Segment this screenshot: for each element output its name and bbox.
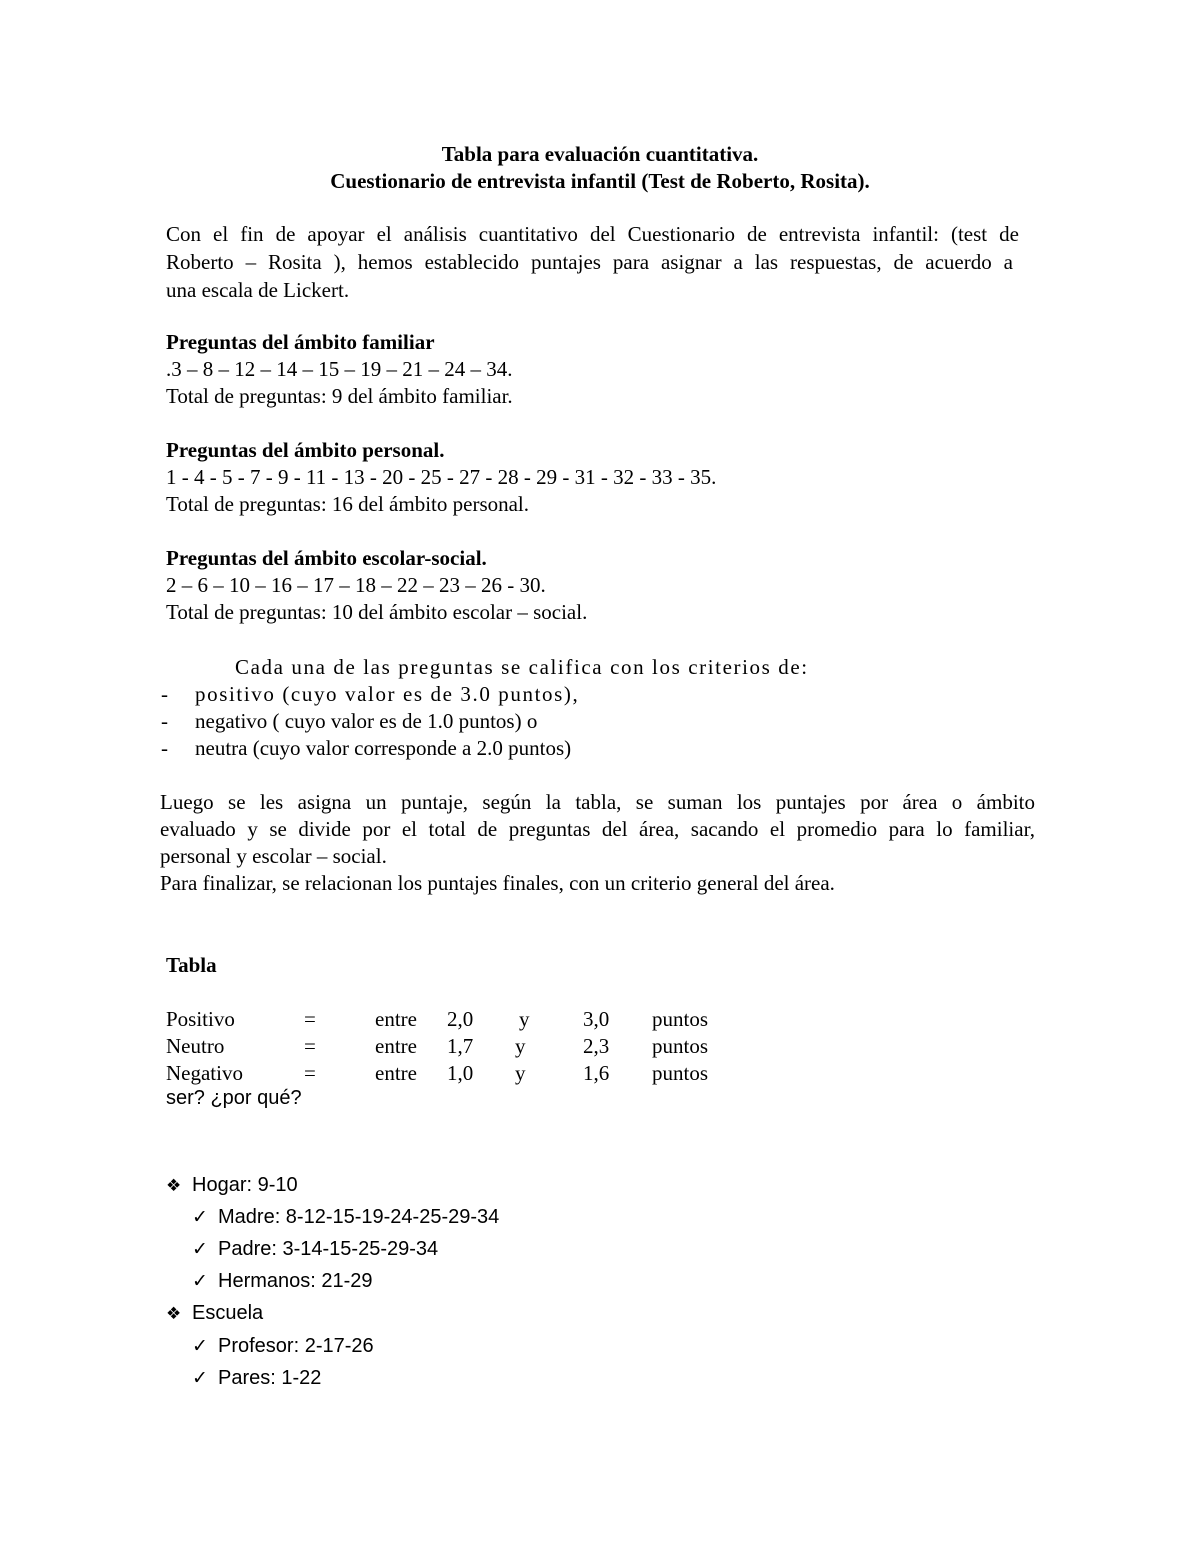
- table-cell-low: 1,0: [447, 1061, 474, 1085]
- criteria-dash: -: [161, 709, 168, 733]
- outline-group-escuela: [166, 1298, 263, 1329]
- outline-item: [192, 1331, 374, 1361]
- escolar-heading: Preguntas del ámbito escolar-social.: [166, 546, 487, 570]
- outline-item: [192, 1202, 499, 1232]
- checkmark-icon: ✓: [192, 1335, 208, 1357]
- criteria-item-neutral: neutra (cuyo valor corresponde a 2.0 puntos): [195, 736, 572, 760]
- criteria-dash: -: [161, 736, 168, 760]
- checkmark-icon: ✓: [192, 1270, 208, 1292]
- outline-group-label: Escuela: [192, 1302, 264, 1324]
- outline-item: [192, 1234, 438, 1264]
- closing-line-1: Luego se les asigna un puntaje, según la tabla, se suman los puntajes por área o ámbito: [160, 790, 1035, 814]
- checkmark-icon: ✓: [192, 1367, 208, 1389]
- familiar-total: Total de preguntas: 9 del ámbito familiar.: [166, 384, 513, 408]
- table-heading: Tabla: [166, 953, 217, 977]
- outline-item-label: Hermanos: 21-29: [218, 1270, 373, 1292]
- table-cell-equals: =: [304, 1061, 316, 1085]
- criteria-item-positive: positivo (cuyo valor es de 3.0 puntos),: [195, 682, 580, 706]
- criteria-dash: -: [161, 682, 168, 706]
- personal-heading: Preguntas del ámbito personal.: [166, 438, 445, 462]
- table-cell-label: Negativo: [166, 1061, 243, 1085]
- table-cell-entre: entre: [375, 1007, 417, 1031]
- diamond-bullet-icon: ❖: [166, 1304, 182, 1324]
- table-cell-unit: puntos: [652, 1007, 709, 1031]
- table-cell-label: Neutro: [166, 1034, 225, 1058]
- personal-questions: 1 - 4 - 5 - 7 - 9 - 11 - 13 - 20 - 25 - 27 - 28 - 29 - 31 - 32 - 33 - 35.: [166, 465, 717, 489]
- table-cell-unit: puntos: [652, 1034, 709, 1058]
- intro-line-3: una escala de Lickert.: [166, 278, 350, 302]
- checkmark-icon: ✓: [192, 1238, 208, 1260]
- table-cell-low: 2,0: [447, 1007, 474, 1031]
- document-subtitle: Cuestionario de entrevista infantil (Test de Roberto, Rosita).: [330, 169, 870, 193]
- table-cell-equals: =: [304, 1034, 316, 1058]
- table-cell-y: y: [515, 1034, 526, 1058]
- familiar-heading: Preguntas del ámbito familiar: [166, 330, 435, 354]
- outline-item: [192, 1363, 321, 1393]
- outline-item-label: Padre: 3-14-15-25-29-34: [218, 1238, 439, 1260]
- table-cell-equals: =: [304, 1007, 316, 1031]
- personal-total: Total de preguntas: 16 del ámbito personal.: [166, 492, 530, 516]
- checkmark-icon: ✓: [192, 1206, 208, 1228]
- outline-item-label: Profesor: 2-17-26: [218, 1335, 374, 1357]
- table-cell-low: 1,7: [447, 1034, 474, 1058]
- outline-item-label: Madre: 8-12-15-19-24-25-29-34: [218, 1206, 500, 1228]
- table-cell-y: y: [519, 1007, 530, 1031]
- criteria-item-negative: negativo ( cuyo valor es de 1.0 puntos) o: [195, 709, 538, 733]
- outline-group-label: Hogar: 9-10: [192, 1174, 298, 1196]
- outline-item: [192, 1266, 373, 1296]
- table-cell-unit: puntos: [652, 1061, 709, 1085]
- outline-group-hogar: [166, 1170, 298, 1201]
- table-cell-high: 3,0: [583, 1007, 610, 1031]
- table-trailing-text: ser? ¿por qué?: [166, 1087, 302, 1109]
- table-cell-y: y: [515, 1061, 526, 1085]
- table-cell-high: 1,6: [583, 1061, 610, 1085]
- escolar-questions: 2 – 6 – 10 – 16 – 17 – 18 – 22 – 23 – 26 - 30.: [166, 573, 546, 597]
- table-cell-entre: entre: [375, 1034, 417, 1058]
- document-title: Tabla para evaluación cuantitativa.: [441, 142, 759, 166]
- closing-line-4: Para finalizar, se relacionan los puntajes finales, con un criterio general del área.: [160, 871, 835, 895]
- familiar-questions: .3 – 8 – 12 – 14 – 15 – 19 – 21 – 24 – 34.: [166, 357, 513, 381]
- table-cell-label: Positivo: [166, 1007, 235, 1031]
- outline-item-label: Pares: 1-22: [218, 1367, 322, 1389]
- closing-line-3: personal y escolar – social.: [160, 844, 387, 868]
- diamond-bullet-icon: ❖: [166, 1176, 182, 1196]
- closing-line-2: evaluado y se divide por el total de preguntas del área, sacando el promedio para lo familiar,: [160, 817, 1035, 841]
- intro-line-1: Con el fin de apoyar el análisis cuantitativo del Cuestionario de entrevista infantil: (test de: [166, 222, 1019, 246]
- intro-line-2: Roberto – Rosita ), hemos establecido puntajes para asignar a las respuestas, de acuerdo a: [166, 250, 1013, 274]
- table-cell-high: 2,3: [583, 1034, 610, 1058]
- criteria-intro: Cada una de las preguntas se califica con los criterios de:: [235, 655, 809, 679]
- escolar-total: Total de preguntas: 10 del ámbito escolar – social.: [166, 600, 588, 624]
- table-cell-entre: entre: [375, 1061, 417, 1085]
